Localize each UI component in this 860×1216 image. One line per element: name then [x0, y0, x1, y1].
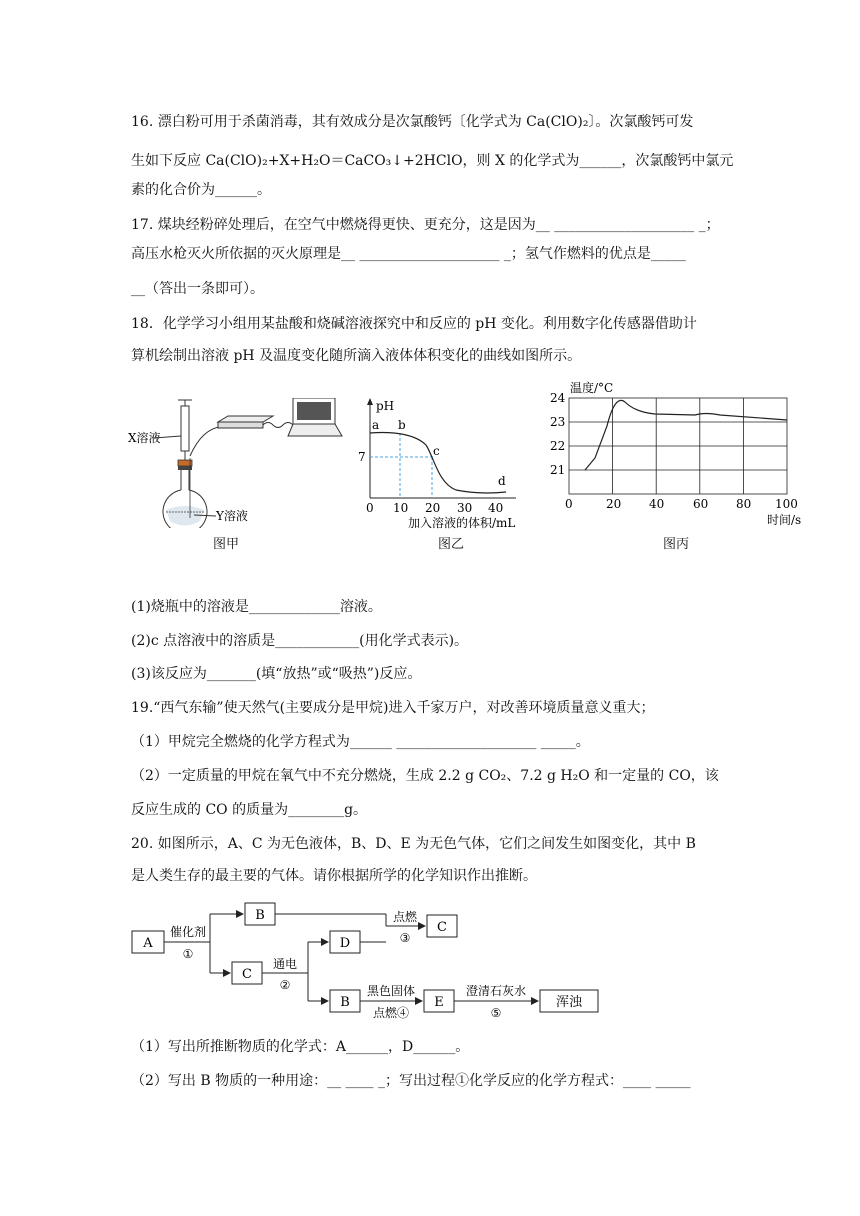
- q20-flow-diagram: [128, 898, 608, 1023]
- temperature-axis-label: 温度/°C: [570, 381, 614, 395]
- x-tick-40: 40: [488, 501, 504, 515]
- box-E: E: [434, 995, 444, 1010]
- caption-jia: 图甲: [213, 537, 240, 552]
- temp-tick-21: 21: [550, 463, 566, 477]
- box-A: A: [143, 936, 153, 951]
- label-electrify: 通电: [272, 957, 298, 971]
- figure-yi-ph-chart: [356, 393, 546, 531]
- label-black-solid: 黑色固体: [366, 984, 416, 998]
- q16-line3: 素的化合价为______。: [131, 182, 271, 198]
- label-catalyst: 催化剂: [169, 925, 207, 939]
- q20-line2: 是人类生存的最主要的气体。请你根据所学的化学知识作出推断。: [131, 868, 537, 884]
- q20-sub1: （1）写出所推断物质的化学式：A______，D______。: [131, 1039, 470, 1055]
- label-step3: ③: [399, 931, 411, 945]
- q20-line1: 20. 如图所示，A、C 为无色液体，B、D、E 为无色气体，它们之间发生如图变化，其中 B: [131, 836, 696, 852]
- x-tick-20: 20: [425, 501, 441, 515]
- time-tick-60: 60: [693, 497, 709, 511]
- ph-tick-7: 7: [358, 450, 366, 464]
- ph-axis-label: pH: [376, 399, 395, 413]
- y-solution-label: Y溶液: [216, 509, 248, 523]
- q16-line2: 生如下反应 Ca(ClO)₂+X+H₂O＝CaCO₃↓+2HClO，则 X 的化学式为______，次氯酸钙中氯元: [131, 153, 734, 169]
- time-tick-40: 40: [649, 497, 665, 511]
- box-D: D: [339, 936, 351, 951]
- time-tick-0: 0: [565, 497, 573, 511]
- q17-line1: 17. 煤块经粉碎处理后，在空气中燃烧得更快、更充分，这是因为__ ____________________ _；: [131, 217, 720, 233]
- point-b: b: [398, 418, 406, 432]
- temp-tick-22: 22: [550, 439, 566, 453]
- caption-yi: 图乙: [438, 537, 465, 552]
- box-turbid: 浑浊: [555, 995, 583, 1010]
- q20-sub2: （2）写出 B 物质的一种用途：__ ____ _；写出过程①化学反应的化学方程式：____ _____: [131, 1073, 691, 1089]
- q18-sub2: (2)c 点溶液中的溶质是____________(用化学式表示)。: [131, 633, 469, 649]
- point-a: a: [372, 418, 380, 432]
- label-limewater: 澄清石灰水: [465, 984, 527, 998]
- temp-tick-24: 24: [550, 391, 566, 405]
- q18-line1: 18．化学学习小组用某盐酸和烧碱溶液探究中和反应的 pH 变化。利用数字化传感器借助计: [131, 316, 697, 332]
- q18-line2: 算机绘制出溶液 pH 及温度变化随所滴入液体体积变化的曲线如图所示。: [131, 348, 582, 364]
- q19-line3: （2）一定质量的甲烷在氧气中不充分燃烧，生成 2.2 g CO₂、7.2 g H₂O 和一定量的 CO，该: [131, 768, 719, 784]
- volume-axis-label: 加入溶液的体积/mL: [408, 516, 516, 530]
- label-step2: ②: [279, 978, 291, 992]
- time-tick-100: 100: [775, 497, 798, 511]
- time-tick-20: 20: [606, 497, 622, 511]
- box-B-top: B: [255, 908, 265, 923]
- box-B-bottom: B: [340, 995, 350, 1010]
- q19-line4: 反应生成的 CO 的质量为________g。: [131, 802, 368, 818]
- box-C-right: C: [437, 920, 447, 935]
- figure-bing-temperature-chart: [545, 378, 815, 528]
- point-d: d: [498, 474, 506, 488]
- q16-line1: 16. 漂白粉可用于杀菌消毒，其有效成分是次氯酸钙〔化学式为 Ca(ClO)₂〕。次氯酸钙可发: [131, 114, 694, 130]
- label-ignite: 点燃: [392, 910, 418, 924]
- q17-line3: __（答出一条即可）。: [131, 281, 264, 297]
- q19-line2: （1）甲烷完全燃烧的化学方程式为______ ____________________ _____。: [131, 734, 590, 750]
- q17-line2: 高压水枪灭火所依据的灭火原理是__ ____________________ _；氢气作燃料的优点是_____: [131, 246, 686, 262]
- x-tick-30: 30: [457, 501, 473, 515]
- label-step1: ①: [182, 947, 194, 961]
- label-step5: ⑤: [490, 1006, 502, 1020]
- x-solution-label: X溶液: [128, 431, 161, 445]
- point-c: c: [433, 444, 440, 458]
- time-tick-80: 80: [736, 497, 752, 511]
- temp-tick-23: 23: [550, 415, 566, 429]
- x-tick-0: 0: [366, 501, 374, 515]
- figure-jia-apparatus: [128, 398, 353, 528]
- box-C-left: C: [242, 967, 252, 982]
- q18-sub1: (1)烧瓶中的溶液是_____________溶液。: [131, 599, 382, 615]
- q18-sub3: (3)该反应为_______(填“放热”或“吸热”)反应。: [131, 666, 422, 682]
- q19-line1: 19.“西气东输”使天然气(主要成分是甲烷)进入千家万户，对改善环境质量意义重大；: [131, 700, 655, 716]
- time-axis-label: 时间/s: [767, 513, 802, 527]
- caption-bing: 图丙: [663, 537, 690, 552]
- label-ignite-step4: 点燃④: [372, 1006, 410, 1020]
- x-tick-10: 10: [393, 501, 409, 515]
